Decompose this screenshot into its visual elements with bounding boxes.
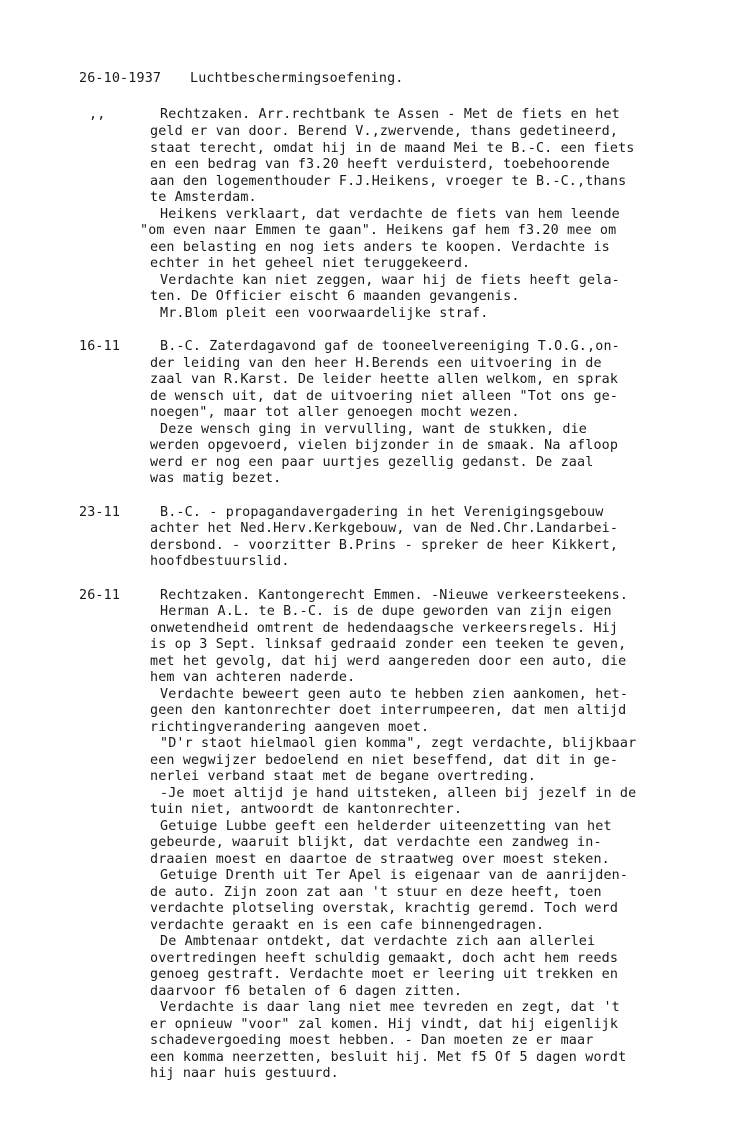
entry-line: Heikens verklaart, dat verdachte de fiets van hem leende (160, 207, 620, 222)
entry-line: Verdachte is daar lang niet mee tevreden en zegt, dat 't (160, 1000, 620, 1015)
entry-line: genoeg gestraft. Verdachte moet er leering uit trekken en (150, 967, 619, 982)
entry-date: 26-11 (79, 588, 121, 603)
entry-line: Verdachte kan niet zeggen, waar hij de fiets heeft gela- (160, 273, 620, 288)
entry-line: hem van achteren naderde. (150, 670, 356, 685)
entry-date: 23-11 (79, 505, 121, 520)
header-date: 26-10-1937 (79, 71, 162, 86)
entry-line: tuin niet, antwoordt de kantonrechter. (150, 802, 463, 817)
entry-line: nerlei verband staat met de begane overtreding. (150, 769, 536, 784)
entry-line: geld er van door. Berend V.,zwervende, thans gedetineerd, (150, 124, 619, 139)
entry-line: richtingverandering aangeven moet. (150, 720, 430, 735)
entry-line: verdachte plotseling overstak, krachtig geremd. Toch werd (150, 901, 619, 916)
entry-line: B.-C. Zaterdagavond gaf de tooneelvereeniging T.O.G.,on- (160, 339, 620, 354)
entry-line: Rechtzaken. Kantongerecht Emmen. -Nieuwe verkeersteekens. (160, 588, 629, 603)
entry-line: schadevergoeding moest hebben. - Dan moeten ze er maar (150, 1033, 594, 1048)
entry-line: Deze wensch ging in vervulling, want de stukken, die (160, 422, 588, 437)
entry-line: zaal van R.Karst. De leider heette allen welkom, en sprak (150, 372, 619, 387)
entry-line: aan den logementhouder F.J.Heikens, vroeger te B.-C.,thans (150, 174, 627, 189)
entry-line: gebeurde, waaruit blijkt, dat verdachte een zandweg in- (150, 835, 602, 850)
entry-line: met het gevolg, dat hij werd aangereden door een auto, die (150, 654, 627, 669)
entry-line: Herman A.L. te B.-C. is de dupe geworden van zijn eigen (160, 604, 612, 619)
entry-line: "D'r staot hielmaol gien komma", zegt verdachte, blijkbaar (160, 736, 637, 751)
entry-date: ,, (89, 107, 106, 122)
entry-line: B.-C. - propagandavergadering in het Verenigingsgebouw (160, 505, 604, 520)
entry-line: -Je moet altijd je hand uitsteken, alleen bij jezelf in de (160, 786, 637, 801)
entry-line: daarvoor f6 betalen of 6 dagen zitten. (150, 984, 463, 999)
entry-line: hij naar huis gestuurd. (150, 1066, 339, 1081)
entry-line: verdachte geraakt en is een cafe binnengedragen. (150, 918, 545, 933)
entry-line: Getuige Drenth uit Ter Apel is eigenaar van de aanrijden- (160, 868, 629, 883)
entry-date: 16-11 (79, 339, 121, 354)
entry-line: "om even naar Emmen te gaan". Heikens gaf hem f3.20 mee om (140, 223, 617, 238)
entry-line: er opnieuw "voor" zal komen. Hij vindt, dat hij eigenlijk (150, 1017, 619, 1032)
entry-line: een belasting en nog iets anders te koopen. Verdachte is (150, 240, 610, 255)
entry-line: hoofdbestuurslid. (150, 554, 290, 569)
entry-line: dersbond. - voorzitter B.Prins - spreker de heer Kikkert, (150, 538, 619, 553)
entry-line: een komma neerzetten, besluit hij. Met f5 Of 5 dagen wordt (150, 1050, 627, 1065)
entry-line: geen den kantonrechter doet interrumpeeren, dat men altijd (150, 703, 627, 718)
entry-line: werd er nog een paar uurtjes gezellig gedanst. De zaal (150, 455, 594, 470)
header-title: Luchtbeschermingsoefening. (190, 71, 404, 86)
entry-line: staat terecht, omdat hij in de maand Mei te B.-C. een fiets (150, 141, 635, 156)
entry-line: een wegwijzer bedoelend en niet beseffend, dat dit in ge- (150, 753, 619, 768)
entry-line: werden opgevoerd, vielen bijzonder in de smaak. Na afloop (150, 438, 619, 453)
entry-line: de wensch uit, dat de uitvoering niet alleen "Tot ons ge- (150, 389, 619, 404)
entry-line: der leiding van den heer H.Berends een uitvoering in de (150, 356, 602, 371)
entry-line: Rechtzaken. Arr.rechtbank te Assen - Met de fiets en het (160, 107, 620, 122)
entry-line: Mr.Blom pleit een voorwaardelijke straf. (160, 306, 489, 321)
entry-line: overtredingen heeft schuldig gemaakt, doch acht hem reeds (150, 951, 619, 966)
entry-line: onwetendheid omtrent de hedendaagsche verkeersregels. Hij (150, 621, 619, 636)
entry-line: ten. De Officier eischt 6 maanden gevangenis. (150, 289, 520, 304)
entry-line: was matig bezet. (150, 471, 282, 486)
entry-line: Verdachte beweert geen auto te hebben zien aankomen, het- (160, 687, 629, 702)
entry-line: achter het Ned.Herv.Kerkgebouw, van de Ned.Chr.Landarbei- (150, 521, 619, 536)
entry-line: noegen", maar tot aller genoegen mocht wezen. (150, 405, 520, 420)
entry-line: is op 3 Sept. linksaf gedraaid zonder een teeken te geven, (150, 637, 627, 652)
entry-line: te Amsterdam. (150, 190, 257, 205)
entry-line: en een bedrag van f3.20 heeft verduisterd, toebehoorende (150, 157, 610, 172)
entry-line: Getuige Lubbe geeft een helderder uiteenzetting van het (160, 819, 612, 834)
entry-line: echter in het geheel niet teruggekeerd. (150, 256, 471, 271)
entry-line: De Ambtenaar ontdekt, dat verdachte zich aan allerlei (160, 934, 596, 949)
entry-line: de auto. Zijn zoon zat aan 't stuur en deze heeft, toen (150, 885, 602, 900)
entry-line: draaien moest en daartoe de straatweg over moest steken. (150, 852, 610, 867)
